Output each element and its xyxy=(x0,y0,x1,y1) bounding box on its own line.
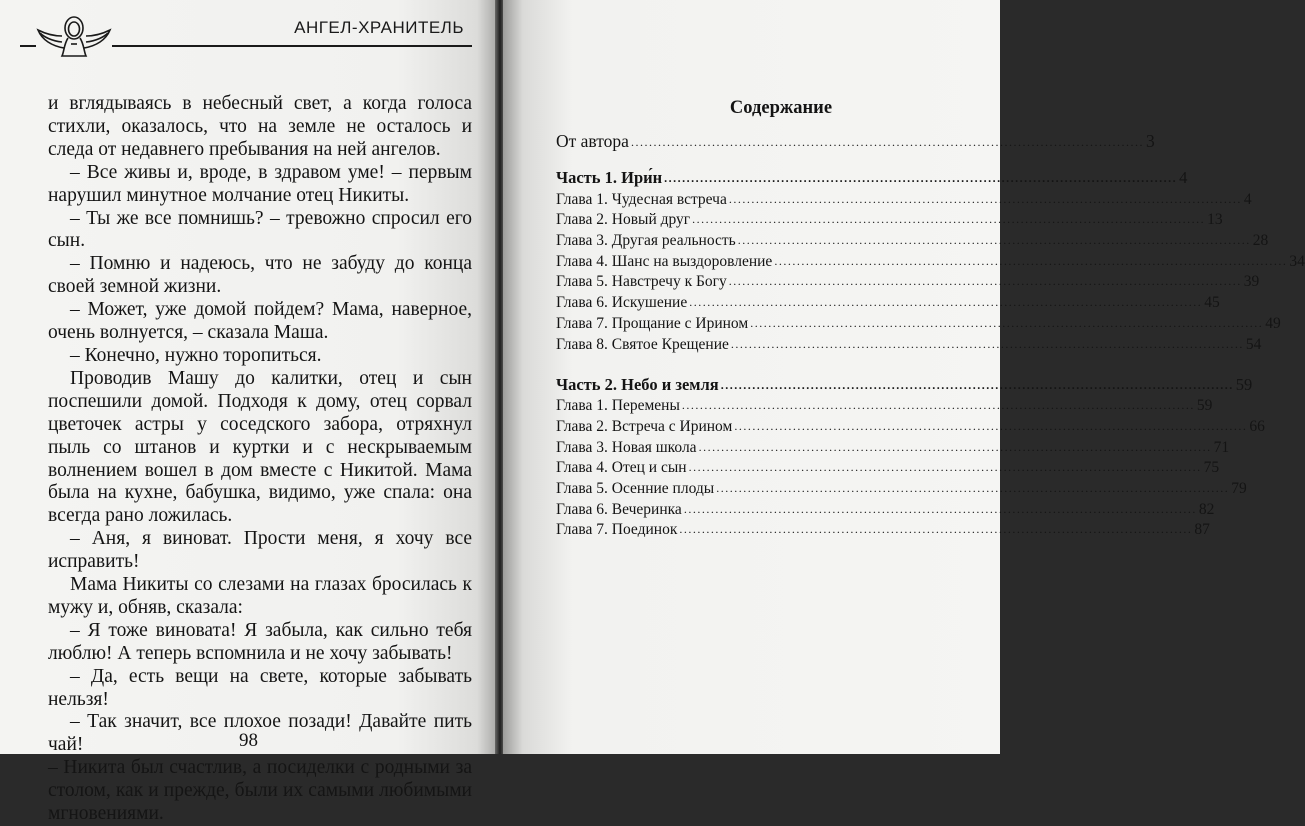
toc-entry xyxy=(556,457,1220,478)
toc-label: Глава 6. Искушение xyxy=(556,294,688,312)
toc-entry-part-1 xyxy=(556,164,1188,188)
paragraph: – Может, уже домой пойдем? Мама, наверное, очень волнуется, – сказала Маша. xyxy=(48,299,472,344)
toc-page: 82 xyxy=(1198,500,1215,518)
toc-entry xyxy=(556,519,1210,540)
paragraph: и вглядываясь в небесный свет, а когда голоса стихли, оказалось, что на земле не осталось и следа от недавнего пребывания на ней ангелов. xyxy=(48,93,472,160)
toc-leader: .................................................................................................................. xyxy=(681,398,1195,413)
toc-page: 71 xyxy=(1213,438,1230,456)
paragraph: Проводив Машу до калитки, отец и сын поспешили домой. Подходя к дому, отец сорвал цветочек астры у соседского забора, отряхнул пыль со штанов и куртки и с нескрываемым волнением вошел в дом вместе с Никитой. Мама была на кухне, бабушка, видимо, уже спала: она всегда рано ложилась. xyxy=(48,367,472,527)
page-number: 98 xyxy=(239,730,258,751)
paragraph: – Никита был счастлив, а посиделки с родными за столом, как и прежде, были их самыми любимыми мгновениями. xyxy=(48,757,472,825)
toc-leader: .................................................................................................................. xyxy=(689,295,1203,310)
toc-leader: .................................................................................................................. xyxy=(679,522,1193,537)
toc-entry xyxy=(556,229,1269,250)
toc-page: 49 xyxy=(1265,314,1281,332)
toc-page: 54 xyxy=(1245,335,1262,353)
toc-title: Содержание xyxy=(729,98,833,118)
toc-page: 66 xyxy=(1249,417,1265,435)
toc-page: 3 xyxy=(1145,131,1155,151)
toc-leader: .................................................................................................................. xyxy=(630,135,1144,149)
toc-label: Глава 3. Другая реальность xyxy=(556,232,736,250)
toc-entry xyxy=(556,271,1260,292)
toc-entry xyxy=(556,250,1305,271)
toc-leader: .................................................................................................................. xyxy=(730,336,1244,351)
toc-label: Часть 1. Ири́н xyxy=(556,168,663,187)
toc-entry xyxy=(556,312,1281,333)
toc-leader: .................................................................................................................. xyxy=(728,191,1242,206)
toc-label: Глава 1. Чудесная встреча xyxy=(556,190,727,208)
toc-label: Часть 2. Небо и земля xyxy=(556,374,719,394)
toc-label: Глава 4. Отец и сын xyxy=(556,459,687,477)
toc-entry xyxy=(556,291,1220,312)
toc-leader: .................................................................................................................. xyxy=(737,233,1251,248)
left-page xyxy=(0,0,497,825)
toc-page: 28 xyxy=(1252,232,1269,250)
toc-leader: .................................................................................................................. xyxy=(692,212,1206,227)
toc-label: Глава 5. Осенние плоды xyxy=(556,479,715,497)
toc-entry xyxy=(556,436,1230,457)
paragraph: – Все живы и, вроде, в здравом уме! – первым нарушил минутное молчание отец Никиты. xyxy=(48,161,472,206)
toc-entry xyxy=(556,477,1247,498)
toc-leader: .................................................................................................................. xyxy=(774,253,1288,268)
toc-leader: .................................................................................................................. xyxy=(664,171,1178,185)
toc-label: Глава 6. Вечеринка xyxy=(556,500,682,518)
paragraph: – Конечно, нужно торопиться. xyxy=(70,344,322,366)
header-rule xyxy=(112,45,472,47)
toc-entry xyxy=(556,395,1213,416)
toc-leader: .................................................................................................................. xyxy=(728,274,1242,289)
toc-leader: .................................................................................................................. xyxy=(720,377,1234,392)
toc-leader: .................................................................................................................. xyxy=(750,315,1264,330)
toc-entry-author xyxy=(556,128,1155,152)
toc-leader: .................................................................................................................. xyxy=(716,480,1230,495)
toc-leader: .................................................................................................................. xyxy=(698,439,1212,454)
toc-entry-part-2 xyxy=(556,371,1253,395)
paragraph: – Ты же все помнишь? – тревожно спросил его сын. xyxy=(48,207,472,252)
paragraph: – Помню и надеюсь, что не забуду до конца своей земной жизни. xyxy=(48,253,472,298)
toc-entry xyxy=(556,209,1223,230)
toc-leader: .................................................................................................................. xyxy=(688,460,1202,475)
paragraph: Мама Никиты со слезами на глазах бросилась к мужу и, обняв, сказала: xyxy=(48,574,472,618)
toc-label: Глава 3. Новая школа xyxy=(556,438,697,456)
toc-page: 59 xyxy=(1235,374,1253,394)
toc-label: Глава 7. Поединок xyxy=(556,521,678,539)
toc-label: Глава 4. Шанс на выздоровление xyxy=(556,252,773,270)
toc-label: Глава 8. Святое Крещение xyxy=(556,335,729,353)
toc-leader: .................................................................................................................. xyxy=(683,501,1197,516)
toc-leader: .................................................................................................................. xyxy=(734,418,1248,433)
toc-label: Глава 2. Встреча с Ирином xyxy=(556,417,733,435)
toc-label: Глава 5. Навстречу к Богу xyxy=(556,273,727,291)
table-of-contents xyxy=(556,98,1305,539)
paragraph: – Аня, я виноват. Прости меня, я хочу все исправить! xyxy=(48,528,472,573)
paragraph: – Так значит, все плохое позади! Давайте пить чай! xyxy=(48,711,472,756)
running-head xyxy=(20,14,472,54)
toc-entry xyxy=(556,188,1252,209)
toc-page: 39 xyxy=(1243,273,1260,291)
paragraph: – Да, есть вещи на свете, которые забывать нельзя! xyxy=(48,665,472,710)
toc-page: 4 xyxy=(1243,190,1252,208)
toc-page: 34 xyxy=(1289,252,1305,270)
toc-entry xyxy=(556,498,1215,519)
toc-page: 45 xyxy=(1204,294,1220,312)
toc-label: От автора xyxy=(556,131,629,151)
toc-entry xyxy=(556,333,1262,354)
toc-page: 75 xyxy=(1203,459,1220,477)
running-head-title: АНГЕЛ-ХРАНИТЕЛЬ xyxy=(294,18,464,37)
toc-label: Глава 1. Перемены xyxy=(556,397,680,415)
toc-page: 79 xyxy=(1231,479,1247,497)
toc-page: 59 xyxy=(1196,397,1213,415)
toc-page: 87 xyxy=(1194,521,1210,539)
toc-label: Глава 2. Новый друг xyxy=(556,211,691,229)
body-text xyxy=(48,93,472,826)
toc-page: 13 xyxy=(1207,211,1223,229)
toc-page: 4 xyxy=(1179,168,1188,187)
toc-entry xyxy=(556,415,1265,436)
paragraph: – Я тоже виновата! Я забыла, как сильно тебя люблю! А теперь вспомнила и не хочу забывать! xyxy=(48,619,472,664)
toc-label: Глава 7. Прощание с Ирином xyxy=(556,314,749,332)
angel-icon xyxy=(34,14,114,58)
